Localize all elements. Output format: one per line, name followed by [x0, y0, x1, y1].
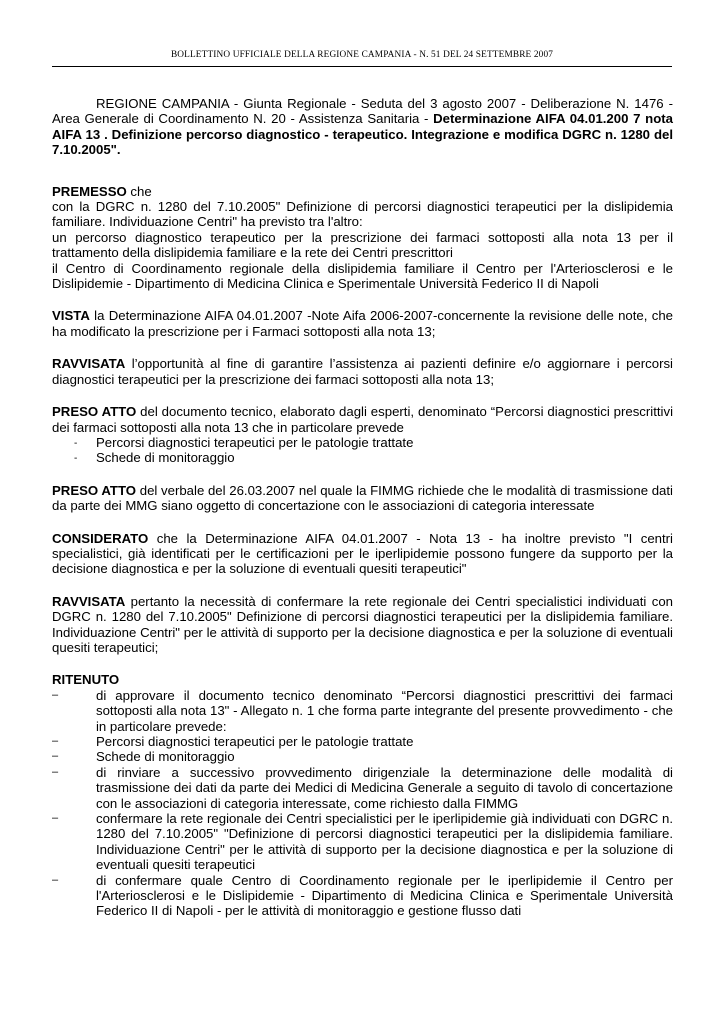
preso-atto-keyword: PRESO ATTO — [52, 482, 137, 498]
vista-text: la Determinazione AIFA 04.01.2007 -Note Aifa 2006-2007-concernente la revisione delle note, che ha modificato la prescrizione per i Farmaci sottoposti alla nota 13; — [52, 308, 673, 339]
considerato-text: che la Determinazione AIFA 04.01.2007 - Nota 13 - ha inoltre previsto "I centri specialistici, già identificati per le certificazioni per le iperlipidemie possono fungere da supporto per la decisione diagnostica e per la soluzione di eventuali quesiti terapeutici" — [52, 530, 673, 577]
preso-atto-list — [52, 435, 673, 466]
premesso-suffix: che — [126, 183, 152, 199]
list-item: – di confermare quale Centro di Coordinamento regionale per le iperlipidemie il Centro per l'Arteriosclerosi e le Dislipidemie - Dipartimento di Medicina Clinica e Sperimentale Università Federico II di Napoli - per le attività di monitoraggio e gestione flusso dati — [52, 873, 673, 919]
premesso-line: con la DGRC n. 1280 del 7.10.2005" Definizione di percorsi diagnostici terapeutici per la dislipidemia familiare. Individuazione Centri" ha previsto tra l'altro: — [52, 199, 673, 230]
section-ritenuto — [52, 672, 673, 919]
preso-atto-text: del documento tecnico, elaborato dagli esperti, denominato “Percorsi diagnostici prescrittivi dei farmaci sottoposti alla nota 13 che in particolare prevede — [52, 404, 673, 435]
section-preso-atto-1 — [52, 404, 673, 466]
section-considerato — [52, 531, 673, 577]
ritenuto-keyword: RITENUTO — [52, 672, 120, 688]
list-item: - Schede di monitoraggio — [52, 450, 673, 465]
considerato-keyword: CONSIDERATO — [52, 530, 149, 546]
section-preso-atto-2 — [52, 483, 673, 514]
title-bold: Determinazione AIFA 04.01.200 7 nota AIFA 13 . Definizione percorso diagnostico - terapeutico. Integrazione e modifica DGRC n. 1280 del 7.10.2005". — [52, 111, 673, 158]
preso-atto-text: del verbale del 26.03.2007 nel quale la FIMMG richiede che le modalità di trasmissione dati da parte dei MMG siano oggetto di concertazione con le associazioni di categoria interessate — [52, 482, 673, 514]
section-premesso — [52, 184, 673, 292]
ravvisata-text: l’opportunità al fine di garantire l’assistenza ai pazienti definire e/o aggiornare i percorsi diagnostici terapeutici per la prescrizione dei farmaci sottoposti alla nota 13; — [52, 356, 673, 387]
section-vista — [52, 308, 673, 339]
premesso-line: il Centro di Coordinamento regionale della dislipidemia familiare il Centro per l'Arteriosclerosi e le Dislipidemie - Dipartimento di Medicina Clinica e Sperimentale Università Federico II di Napoli — [52, 260, 673, 292]
document-body — [52, 96, 673, 919]
list-item: – Percorsi diagnostici terapeutici per le patologie trattate — [52, 734, 673, 749]
section-ravvisata-2 — [52, 594, 673, 656]
ravvisata-keyword: RAVVISATA — [52, 356, 126, 372]
premesso-keyword: PREMESSO — [52, 183, 127, 199]
list-item: – Schede di monitoraggio — [52, 749, 673, 764]
ravvisata-keyword: RAVVISATA — [52, 593, 126, 609]
list-item: – di approvare il documento tecnico denominato “Percorsi diagnostici prescrittivi dei farmaci sottoposti alla nota 13" - Allegato n. 1 che forma parte integrante del presente provvedimento - che in particolare prevede: — [52, 688, 673, 734]
title-normal: REGIONE CAMPANIA - Giunta Regionale - Seduta del 3 agosto 2007 - Deliberazione N. 1476 - Area Generale di Coordinamento N. 20 - Assistenza Sanitaria - — [52, 96, 673, 127]
ritenuto-list — [52, 688, 673, 919]
list-item: - Percorsi diagnostici terapeutici per le patologie trattate — [52, 435, 673, 450]
document-title — [52, 96, 673, 158]
section-ravvisata-1 — [52, 356, 673, 387]
list-item: – confermare la rete regionale dei Centri specialistici per le iperlipidemie già individuati con DGRC n. 1280 del 7.10.2005" "Definizione di percorsi diagnostici terapeutici per la dislipidemia familiare. Individuazione Centri" per le attività di supporto per la decisione diagnostica e per la soluzione di eventuali quesiti terapeutici — [52, 811, 673, 873]
list-item: – di rinviare a successivo provvedimento dirigenziale la determinazione delle modalità di trasmissione dei dati da parte dei Medici di Medicina Generale a seguito di tavolo di concertazione con le associazioni di categoria interessate, come richiesto dalla FIMMG — [52, 765, 673, 811]
vista-keyword: VISTA — [52, 308, 90, 324]
preso-atto-keyword: PRESO ATTO — [52, 404, 137, 420]
page-header: BOLLETTINO UFFICIALE DELLA REGIONE CAMPANIA - N. 51 DEL 24 SETTEMBRE 2007 — [170, 50, 554, 60]
header-rule — [52, 66, 672, 67]
premesso-line: un percorso diagnostico terapeutico per la prescrizione dei farmaci sottoposti alla nota 13 per il trattamento della dislipidemia familiare e la rete dei Centri prescrittori — [52, 229, 673, 261]
ravvisata-text: pertanto la necessità di confermare la rete regionale dei Centri specialistici individuati con DGRC n. 1280 del 7.10.2005" Definizione di percorsi diagnostici terapeutici per la dislipidemia familiare. Individuazione Centri" per le attività di supporto per la decisione diagnostica e per la soluzione di eventuali quesiti terapeutici; — [52, 593, 673, 655]
